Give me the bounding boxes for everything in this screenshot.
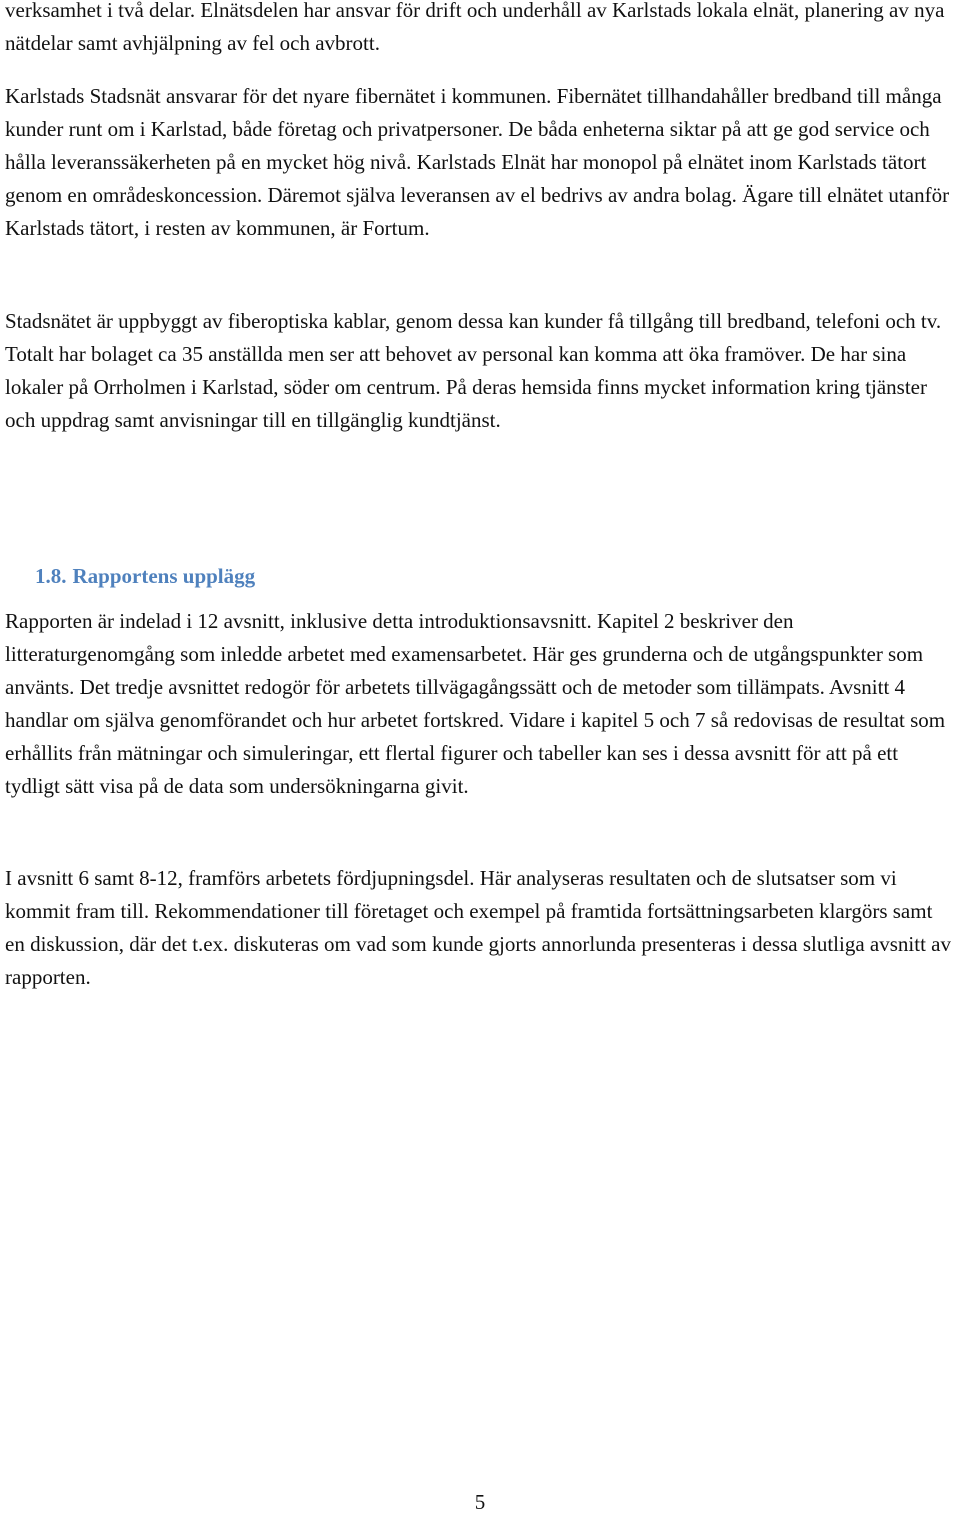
section-title: Rapportens upplägg xyxy=(72,564,256,588)
paragraph-report-structure: Rapporten är indelad i 12 avsnitt, inklusive detta introduktionsavsnitt. Kapitel 2 beskriver den litteraturgenomgång som inledde arbetet med examensarbetet. Här ges grunderna och de utgångspunkter som använts. Det tredje avsnittet redogör för arbetets tillvägagångssätt och de metoder som tillämpats. Avsnitt 4 handlar om själva genomförandet och hur arbetet fortskred. Vidare i kapitel 5 och 7 så redovisas de resultat som erhållits från mätningar och simuleringar, ett flertal figurer och tabeller kan ses i dessa avsnitt för att på ett tydligt sätt visa på de data som undersökningarna givit. xyxy=(5,609,946,798)
paragraph-stadsnat: Karlstads Stadsnät ansvarar för det nyare fibernätet i kommunen. Fibernätet tillhandahåller bredband till många kunder runt om i Karlstad, både företag och privatpersoner. De båda enheterna siktar på att ge god service och hålla leveranssäkerheten på en mycket hög nivå. Karlstads Elnät har monopol på elnätet inom Karlstads tätort genom en områdeskoncession. Däremot själva leveransen av el bedrivs av andra bolag. Ägare till elnätet utanför Karlstads tätort, i resten av kommunen, är Fortum. xyxy=(5,84,950,240)
section-heading xyxy=(35,560,255,593)
paragraph-elnat-intro: verksamhet i två delar. Elnätsdelen har ansvar för drift och underhåll av Karlstads lokala elnät, planering av nya nätdelar samt avhjälpning av fel och avbrott. xyxy=(5,0,945,55)
paragraph-fiber-network: Stadsnätet är uppbyggt av fiberoptiska kablar, genom dessa kan kunder få tillgång till bredband, telefoni och tv. Totalt har bolaget ca 35 anställda men ser att behovet av personal kan komma att öka framöver. De har sina lokaler på Orrholmen i Karlstad, söder om centrum. På deras hemsida finns mycket information kring tjänster och uppdrag samt anvisningar till en tillgänglig kundtjänst. xyxy=(5,309,942,432)
paragraph-analysis-sections: I avsnitt 6 samt 8-12, framförs arbetets fördjupningsdel. Här analyseras resultaten och de slutsatser som vi kommit fram till. Rekommendationer till företaget och exempel på framtida fortsättningsarbeten klargörs samt en diskussion, där det t.ex. diskuteras om vad som kunde gjorts annorlunda presenteras i dessa slutliga avsnitt av rapporten. xyxy=(5,866,951,989)
section-number: 1.8. xyxy=(35,564,67,588)
page-number: 5 xyxy=(474,1490,486,1514)
